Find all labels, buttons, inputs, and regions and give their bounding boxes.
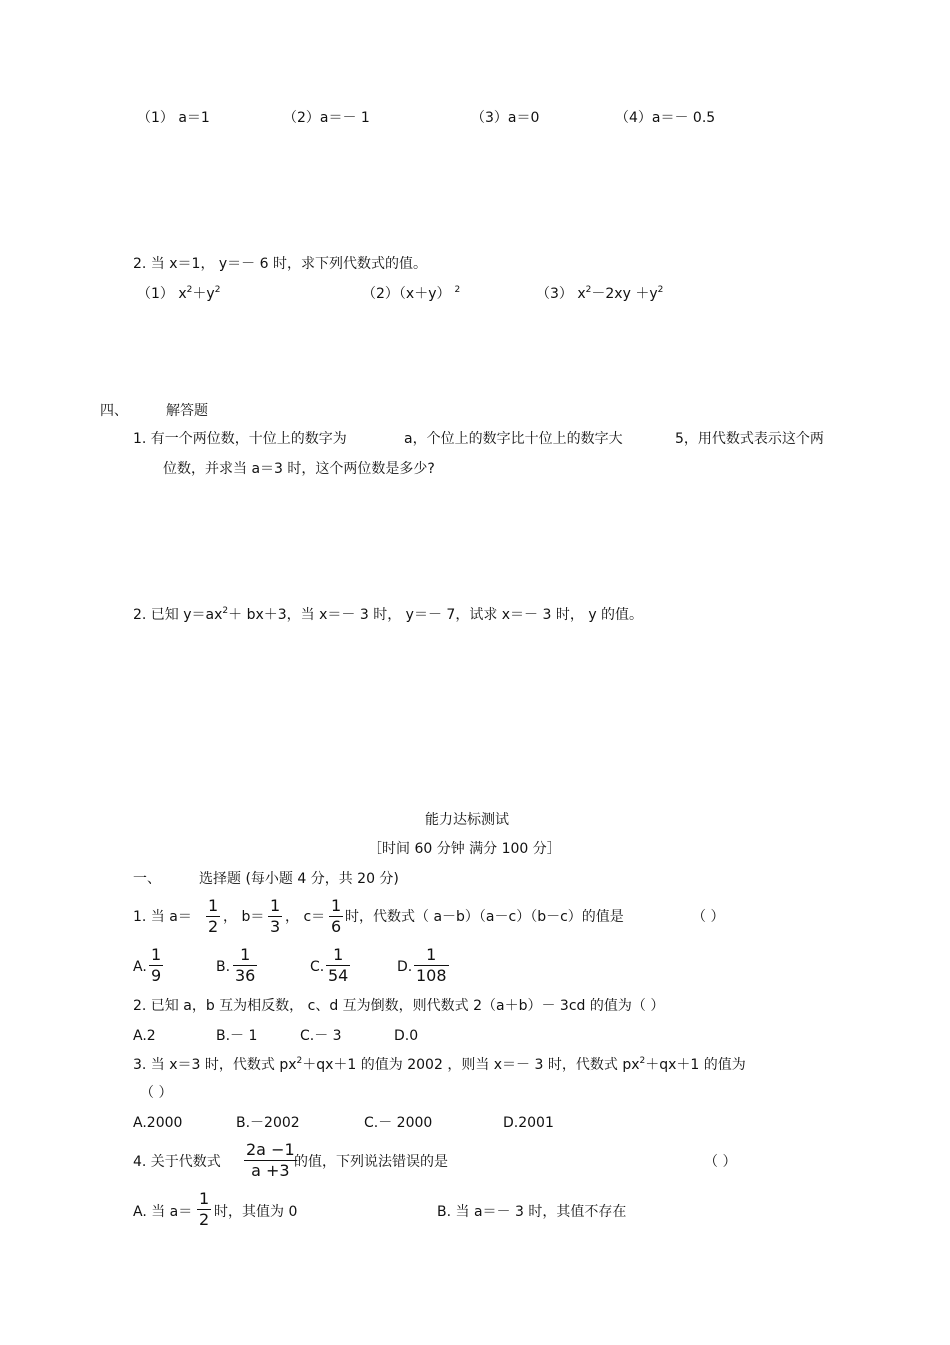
t-q4-optB: B. 当 a＝－ 3 时，其值不存在 bbox=[437, 1204, 627, 1220]
t-q2-optC: C.－ 3 bbox=[300, 1028, 342, 1044]
t-q1-b-lead: ， b＝ bbox=[223, 909, 265, 925]
t-q1-c-lead: ， c＝ bbox=[285, 909, 326, 925]
q2-stem: 2. 当 x＝1， y＝－ 6 时，求下列代数式的值。 bbox=[133, 256, 427, 272]
t-q1-optA-label: A. bbox=[133, 959, 147, 975]
t-q3-optD: D.2001 bbox=[503, 1115, 554, 1131]
p4-q1-line1-c: 5，用代数式表示这个两 bbox=[675, 431, 824, 447]
test-section-one-number: 一、 bbox=[133, 871, 161, 887]
q2-item-1: （1） $x^2+y^2$ bbox=[137, 285, 221, 302]
p4-q1-line2: 位数，并求当 a＝3 时，这个两位数是多少? bbox=[163, 461, 435, 477]
p4-q2: 2. 已知 $y=ax^2+ bx+3$，当 x＝－ 3 时， y＝－ 7，试求 x＝－ 3 时， y 的值。 bbox=[133, 606, 644, 623]
q1-item-1: （1） a＝1 bbox=[137, 110, 210, 126]
t-q2-stem: 2. 已知 a，b 互为相反数， c、d 互为倒数，则代数式 2（a＋b）－ 3cd 的值为（ ） bbox=[133, 998, 665, 1014]
t-q3-stem: 3. 当 x＝3 时，代数式 $px^2+qx+1$ 的值为 2002 ，则当 x＝－ 3 时，代数式 $px^2+qx+1$ 的值为 bbox=[133, 1056, 746, 1073]
t-q3-answer-paren: （ ） bbox=[140, 1085, 173, 1101]
q2-item-3: （3） $x^2-2xy +y^2$ bbox=[536, 285, 664, 302]
test-section-one-title: 选择题 (每小题 4 分，共 20 分) bbox=[199, 871, 399, 887]
t-q1-lead: 1. 当 a＝ bbox=[133, 909, 192, 925]
t-q1-optB-frac: 1 36 bbox=[235, 945, 256, 985]
t-q2-optD: D.0 bbox=[394, 1028, 419, 1044]
q2-item-2: （2）（x＋y） $^2$ bbox=[362, 285, 461, 302]
t-q4-lead: 4. 关于代数式 bbox=[133, 1154, 221, 1170]
t-q1-optD-label: D. bbox=[397, 959, 413, 975]
q1-item-4: （4）a＝－ 0.5 bbox=[615, 110, 716, 126]
t-q2-optA: A.2 bbox=[133, 1028, 156, 1044]
t-q4-optA-tail: 时，其值为 0 bbox=[214, 1204, 298, 1220]
t-q1-optB-label: B. bbox=[216, 959, 231, 975]
section-four-title: 解答题 bbox=[166, 403, 208, 419]
t-q3-optA: A.2000 bbox=[133, 1115, 183, 1131]
t-q4-tail: 的值，下列说法错误的是 bbox=[294, 1154, 448, 1170]
t-q4-fraction: 2a −1 a +3 bbox=[246, 1140, 295, 1180]
t-q1-frac-b: 1 3 bbox=[270, 896, 281, 936]
t-q1-tail: 时，代数式（ a－b）（a－c）（b－c）的值是 bbox=[345, 909, 624, 925]
q1-item-2: （2）a＝－ 1 bbox=[283, 110, 370, 126]
t-q1-optC-frac: 1 54 bbox=[328, 945, 349, 985]
t-q1-answer-paren: （ ） bbox=[692, 909, 725, 925]
q1-item-3: （3）a＝0 bbox=[471, 110, 540, 126]
t-q3-optB: B.－2002 bbox=[236, 1115, 300, 1131]
t-q1-frac-a: 1 2 bbox=[208, 896, 219, 936]
t-q1-frac-c: 1 6 bbox=[331, 896, 342, 936]
t-q1-optD-frac: 1 108 bbox=[416, 945, 447, 985]
t-q4-answer-paren: （ ） bbox=[704, 1154, 737, 1170]
p4-q1-line1-b: a，个位上的数字比十位上的数字大 bbox=[404, 431, 623, 447]
p4-q1-line1-a: 1. 有一个两位数，十位上的数字为 bbox=[133, 431, 347, 447]
t-q1-optA-frac: 1 9 bbox=[151, 945, 162, 985]
t-q1-optC-label: C. bbox=[310, 959, 325, 975]
t-q2-optB: B.－ 1 bbox=[216, 1028, 258, 1044]
t-q4-optA-lead: A. 当 a＝ bbox=[133, 1204, 193, 1220]
section-four-number: 四、 bbox=[100, 403, 128, 419]
t-q3-optC: C.－ 2000 bbox=[364, 1115, 433, 1131]
test-subtitle: ［时间 60 分钟 满分 100 分］ bbox=[368, 841, 561, 857]
t-q4-optA-frac: 1 2 bbox=[199, 1189, 210, 1229]
test-title: 能力达标测试 bbox=[425, 812, 509, 828]
